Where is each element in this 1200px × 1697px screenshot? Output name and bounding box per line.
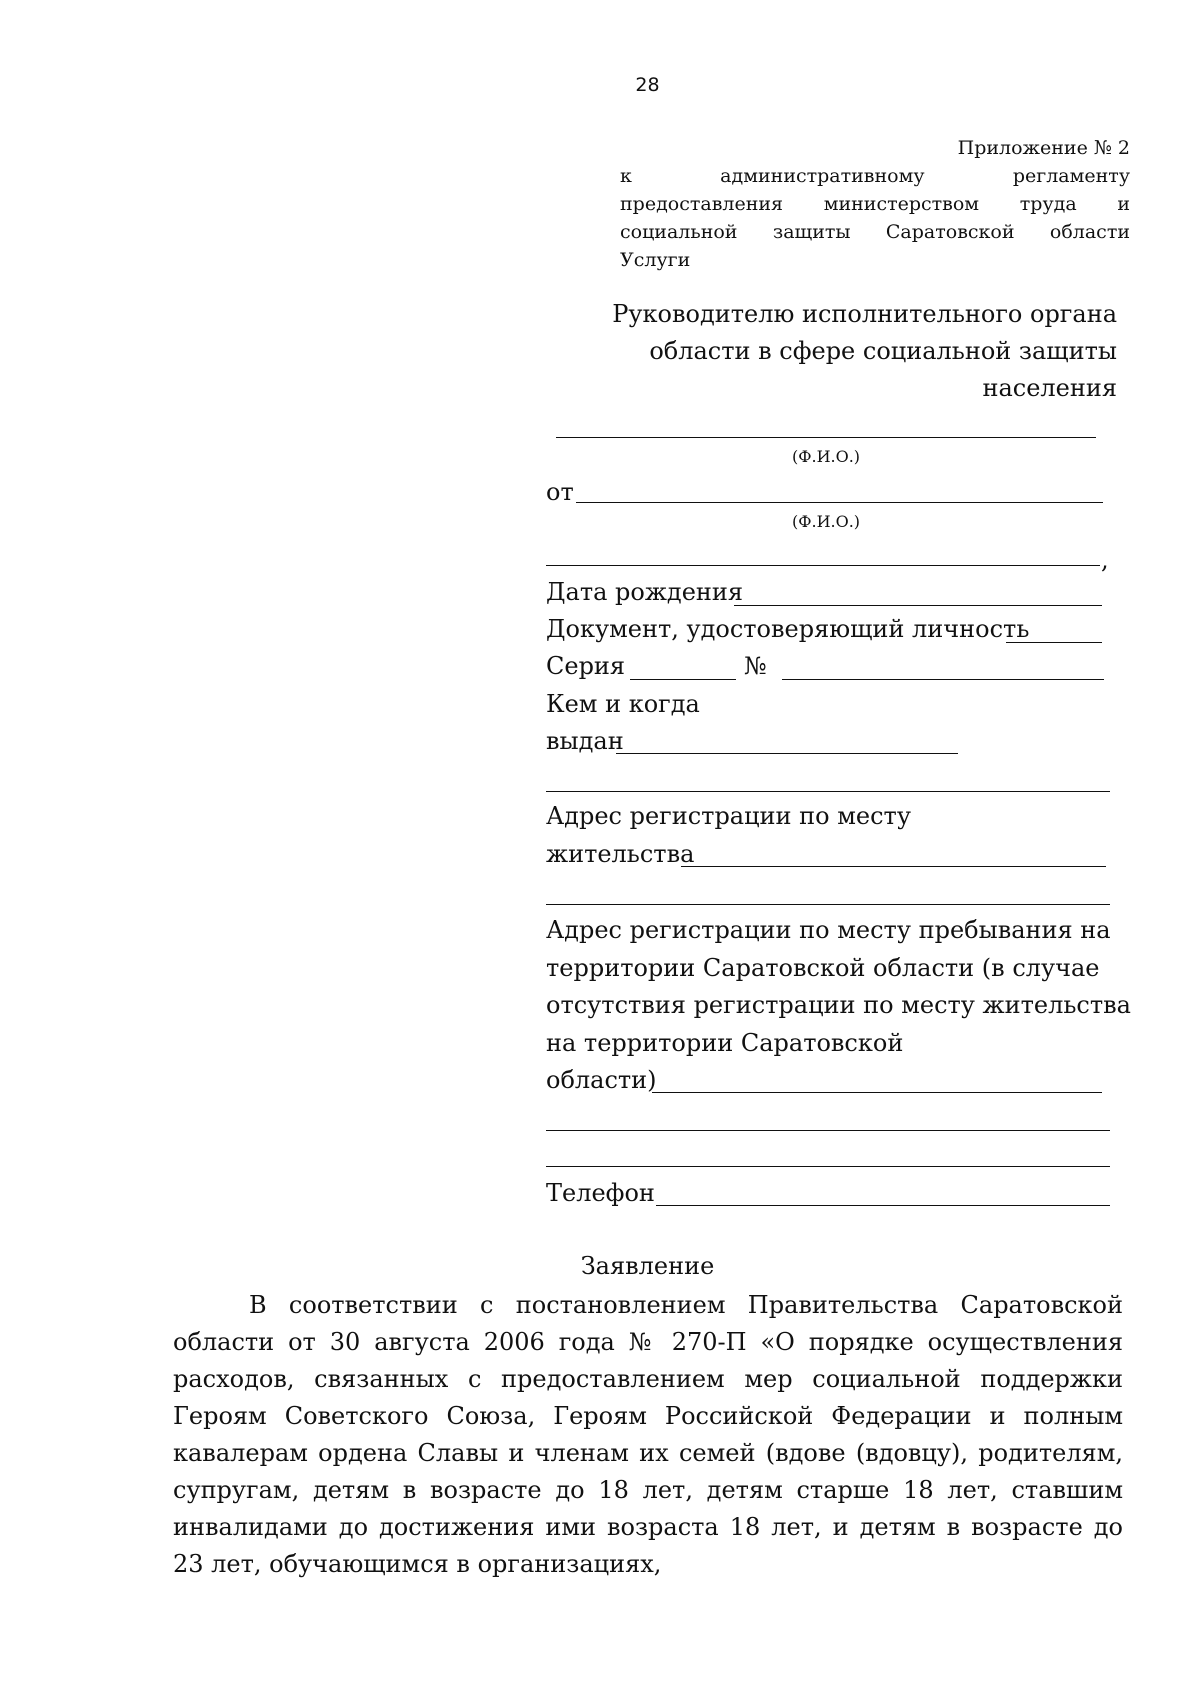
series-label: Серия xyxy=(546,652,626,680)
stay-label-line: области) xyxy=(546,1066,657,1094)
issued-by-extra-line[interactable] xyxy=(546,791,1110,792)
residence-label-2: жительства xyxy=(546,840,695,868)
applicant-fio-hint: (Ф.И.О.) xyxy=(791,512,861,531)
birth-date-label: Дата рождения xyxy=(546,578,744,606)
issued-by-line[interactable] xyxy=(616,753,958,754)
stay-label-line: отсутствия регистрации по месту жительства xyxy=(546,991,1131,1019)
number-line[interactable] xyxy=(782,679,1104,680)
applicant-fio-line[interactable] xyxy=(576,502,1103,503)
comma: , xyxy=(1101,546,1109,574)
residence-extra-line[interactable] xyxy=(546,904,1110,905)
phone-line[interactable] xyxy=(656,1205,1110,1206)
appendix-title: Приложение № 2 xyxy=(957,137,1130,159)
statement-body: В соответствии с постановлением Правительства Саратовской области от 30 августа 2006 года № 270-П «О порядке осуществления расходов, связанных с предоставлением мер социальной поддержки Героям Советского Союза, Героям Российской Федерации и полным кавалерам ордена Славы и членам их семей (вдове (вдовцу), родителям, супругам, детям в возрасте до 18 лет, детям старше 18 лет, ставшим инвалидами до достижения ими возраста 18 лет, и детям в возрасте до 23 лет, обучающимся в организациях, xyxy=(173,1291,1123,1578)
statement-title: Заявление xyxy=(580,1252,715,1280)
number-label: № xyxy=(744,652,767,680)
series-line[interactable] xyxy=(630,679,736,680)
stay-extra-line[interactable] xyxy=(546,1130,1110,1131)
appendix-line: Услуги xyxy=(620,249,691,271)
document-label: Документ, удостоверяющий личность xyxy=(546,615,1030,643)
document-line[interactable] xyxy=(1006,642,1102,643)
stay-address-line[interactable] xyxy=(652,1092,1102,1093)
applicant-extra-line[interactable] xyxy=(546,565,1100,566)
issued-by-label: Кем и когда xyxy=(546,690,700,718)
stay-label-line: Адрес регистрации по месту пребывания на xyxy=(546,916,1111,944)
phone-label: Телефон xyxy=(546,1179,655,1207)
issued-label: выдан xyxy=(546,727,624,755)
recipient-fio-hint: (Ф.И.О.) xyxy=(791,447,861,466)
appendix-line: предоставления министерством труда и xyxy=(620,193,1130,215)
addressee-block xyxy=(560,296,1117,407)
from-label: от xyxy=(546,478,574,506)
appendix-line: к административному регламенту xyxy=(620,165,1130,187)
addressee-line: области в сфере социальной защиты xyxy=(649,337,1117,365)
stay-label-line: территории Саратовской области (в случае xyxy=(546,954,1100,982)
residence-label: Адрес регистрации по месту xyxy=(546,802,911,830)
addressee-line: Руководителю исполнительного органа xyxy=(612,300,1117,328)
page-number: 28 xyxy=(635,74,660,96)
stay-label-line: на территории Саратовской xyxy=(546,1029,904,1057)
birth-date-line[interactable] xyxy=(734,605,1102,606)
recipient-fio-line[interactable] xyxy=(556,437,1096,438)
stay-extra-line-2[interactable] xyxy=(546,1166,1110,1167)
appendix-line: социальной защиты Саратовской области xyxy=(620,221,1130,243)
residence-line[interactable] xyxy=(681,866,1106,867)
addressee-line: населения xyxy=(982,374,1117,402)
